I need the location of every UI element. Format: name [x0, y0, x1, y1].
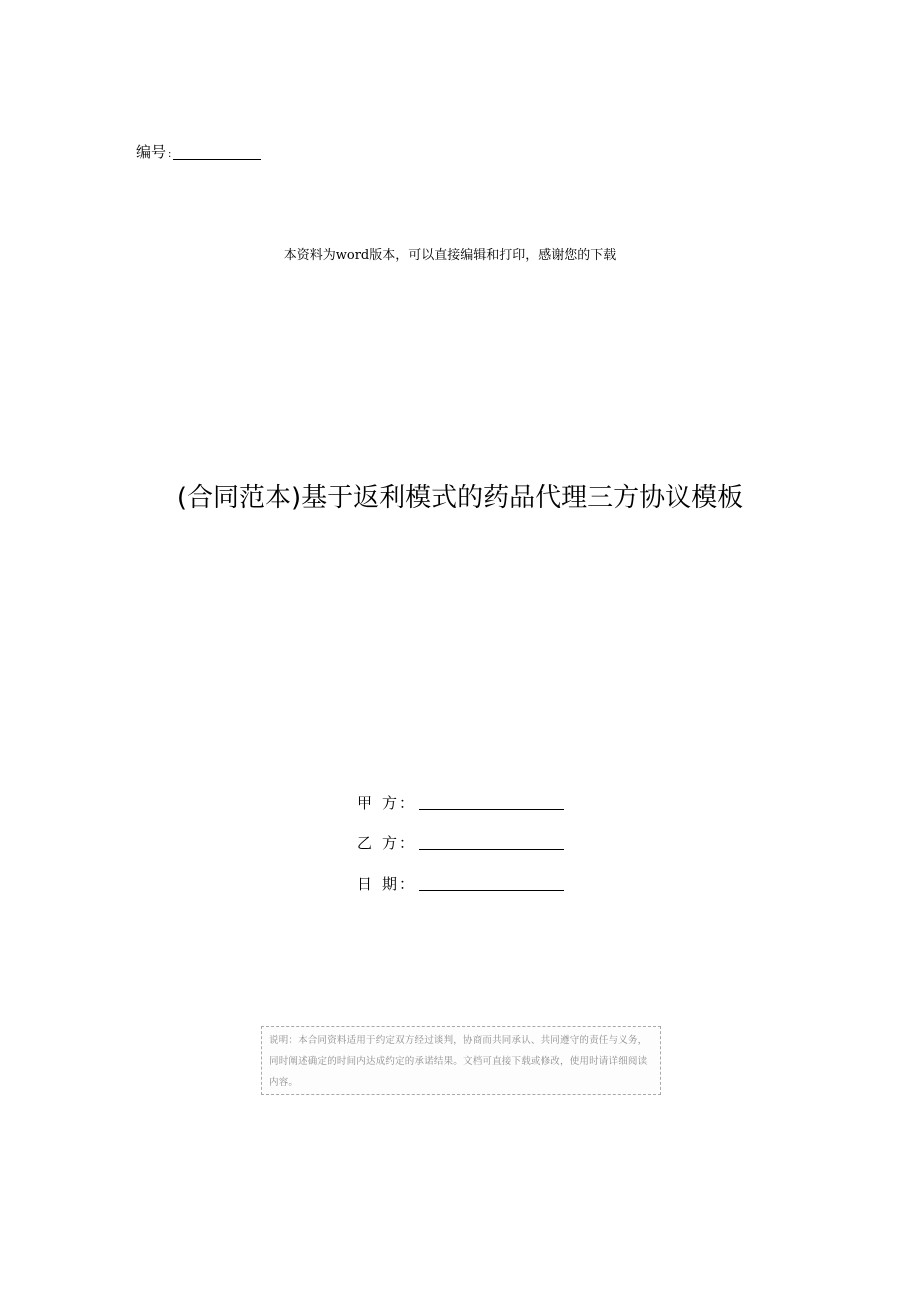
serial-label: 编号	[136, 143, 167, 161]
date-label	[357, 873, 414, 898]
party-b-row	[357, 817, 564, 858]
party-fields	[357, 776, 564, 898]
party-a-row	[357, 776, 564, 817]
document-title: (合同范本)基于返利模式的药品代理三方协议模板	[176, 483, 744, 513]
party-a-colon: ：	[398, 793, 414, 812]
serial-number-field	[136, 141, 261, 162]
download-notice: 本资料为word版本，可以直接编辑和打印，感谢您的下载	[283, 248, 617, 263]
date-blank-line	[419, 890, 564, 891]
date-char1: 日	[357, 874, 373, 893]
party-a-char2: 方	[381, 793, 397, 812]
party-b-colon: ：	[398, 834, 414, 852]
party-a-label	[357, 792, 414, 817]
party-b-label	[357, 832, 414, 857]
serial-colon: :	[168, 149, 172, 160]
party-b-char1: 乙	[357, 834, 373, 852]
party-a-blank-line	[419, 809, 564, 810]
disclaimer-box: 说明：本合同资料适用于约定双方经过谈判，协商而共同承认、共同遵守的责任与义务，同时阐述确定的时间内达成约定的承诺结果。文档可直接下载或修改，使用时请详细阅读内容。	[261, 1026, 661, 1095]
serial-blank-line	[173, 158, 261, 160]
date-colon: ：	[398, 874, 414, 893]
date-row	[357, 857, 564, 898]
date-char2: 期	[381, 874, 397, 893]
party-b-blank-line	[419, 849, 564, 850]
party-b-char2: 方	[381, 834, 397, 852]
party-a-char1: 甲	[357, 793, 373, 812]
